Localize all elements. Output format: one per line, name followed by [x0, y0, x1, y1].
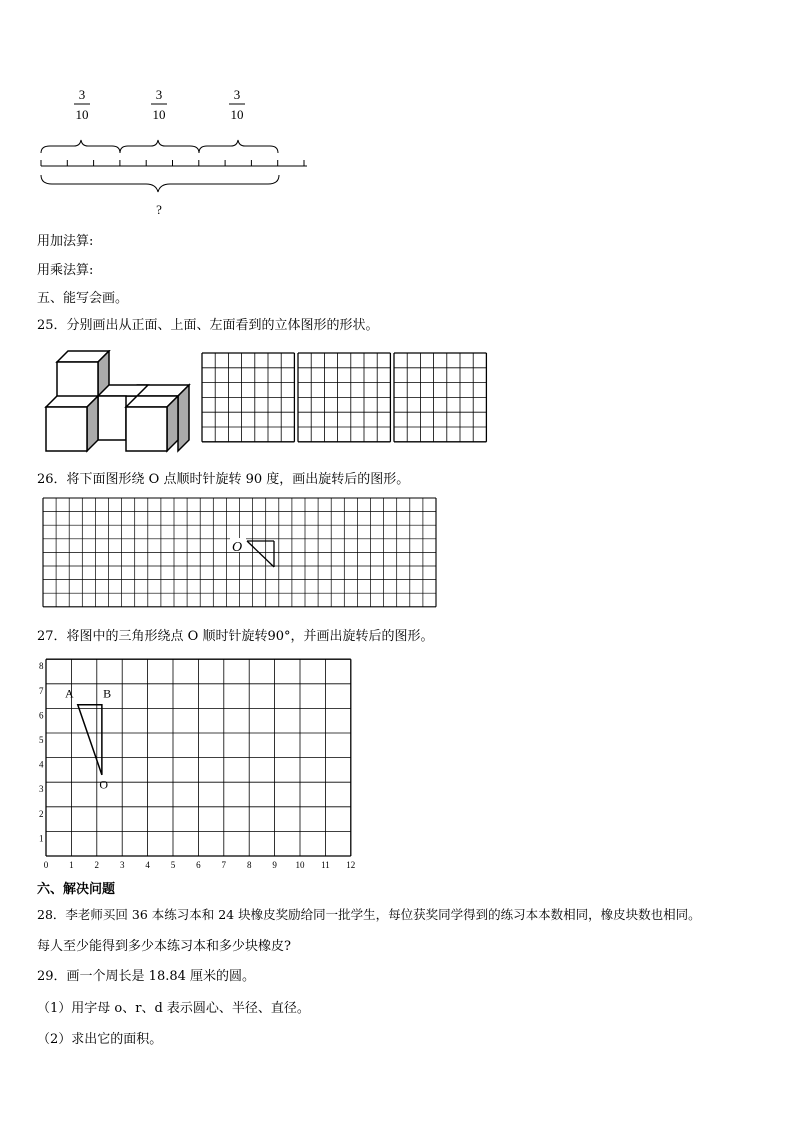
- view-grids: [200, 351, 490, 444]
- left-view-grid[interactable]: [394, 353, 486, 442]
- section-5-heading: 五、能写会画。: [37, 291, 129, 306]
- y-axis-ticks: [39, 661, 44, 843]
- y-tick-label: 6: [39, 710, 44, 721]
- top-brace-2: [120, 140, 199, 153]
- point-o-label: O: [99, 777, 109, 792]
- rotation-grid-27[interactable]: [36, 656, 360, 872]
- fraction-1: [74, 87, 90, 122]
- shape-diagonal-edge: [247, 541, 274, 567]
- fraction-3-denominator: 10: [230, 107, 244, 122]
- fraction-3-numerator: 3: [233, 87, 241, 102]
- x-tick-label: 4: [145, 860, 150, 870]
- x-tick-label: 0: [43, 860, 49, 870]
- y-tick-label: 1: [39, 833, 44, 844]
- point-o-label: O: [232, 540, 243, 555]
- x-tick-label: 2: [94, 860, 100, 870]
- cube-bottom-right: [126, 396, 178, 451]
- question-25: 25．分别画出从正面、上面、左面看到的立体图形的形状。: [37, 318, 379, 333]
- question-29: 29．画一个周长是 18.84 厘米的圆。: [37, 969, 256, 984]
- number-line-figure: [30, 82, 320, 222]
- fraction-2: [151, 87, 167, 122]
- rotation-grid-26[interactable]: [40, 496, 438, 614]
- y-tick-label: 2: [39, 808, 44, 819]
- y-tick-label: 3: [39, 784, 44, 795]
- y-tick-label: 8: [39, 661, 44, 672]
- question-28-line-1: 28．李老师买回 36 本练习本和 24 块橡皮奖励给同一批学生，每位获奖同学得到的练习本本数相同，橡皮块数也相同。: [37, 907, 701, 922]
- x-tick-label: 3: [119, 860, 125, 870]
- add-method-label: 用加法算:: [37, 234, 94, 249]
- fraction-2-numerator: 3: [155, 87, 163, 102]
- fraction-2-denominator: 10: [152, 107, 166, 122]
- triangle-abo: [78, 705, 102, 775]
- multiply-method-label: 用乘法算:: [37, 263, 94, 278]
- top-brace-1: [41, 140, 120, 153]
- y-tick-label: 4: [39, 759, 44, 770]
- front-view-grid[interactable]: [202, 353, 294, 442]
- question-29-part-1: （1）用字母 o、r、d 表示圆心、半径、直径。: [37, 1001, 310, 1016]
- top-brace-3: [199, 140, 278, 153]
- x-tick-label: 6: [196, 860, 201, 870]
- question-29-part-2: （2）求出它的面积。: [37, 1032, 163, 1047]
- y-tick-label: 5: [39, 735, 44, 745]
- y-tick-label: 7: [39, 685, 44, 696]
- x-tick-label: 11: [321, 860, 330, 870]
- x-axis-ticks: [44, 860, 356, 870]
- top-view-grid[interactable]: [298, 353, 390, 442]
- question-mark: ?: [156, 202, 162, 217]
- section-6-heading: 六、解决问题: [37, 882, 116, 897]
- cube-bottom-left: [46, 396, 98, 451]
- fraction-1-numerator: 3: [78, 87, 86, 102]
- bottom-brace: [41, 175, 279, 192]
- question-26: 26．将下面图形绕 O 点顺时针旋转 90 度，画出旋转后的图形。: [37, 472, 410, 487]
- point-b-label: B: [103, 686, 112, 701]
- x-tick-label: 9: [272, 860, 277, 870]
- x-tick-label: 5: [170, 860, 176, 870]
- x-tick-label: 8: [246, 860, 252, 870]
- point-a-label: A: [65, 686, 74, 701]
- question-28-line-2: 每人至少能得到多少本练习本和多少块橡皮?: [37, 939, 291, 954]
- x-tick-label: 7: [221, 860, 227, 870]
- fraction-1-denominator: 10: [75, 107, 89, 122]
- x-tick-label: 10: [295, 860, 305, 870]
- number-line: [41, 160, 307, 166]
- x-tick-label: 12: [346, 860, 356, 870]
- x-tick-label: 1: [69, 860, 74, 870]
- question-27: 27．将图中的三角形绕点 O 顺时针旋转90°，并画出旋转后的图形。: [37, 629, 434, 644]
- cubes-3d-figure: [44, 350, 194, 455]
- fraction-3: [229, 87, 245, 122]
